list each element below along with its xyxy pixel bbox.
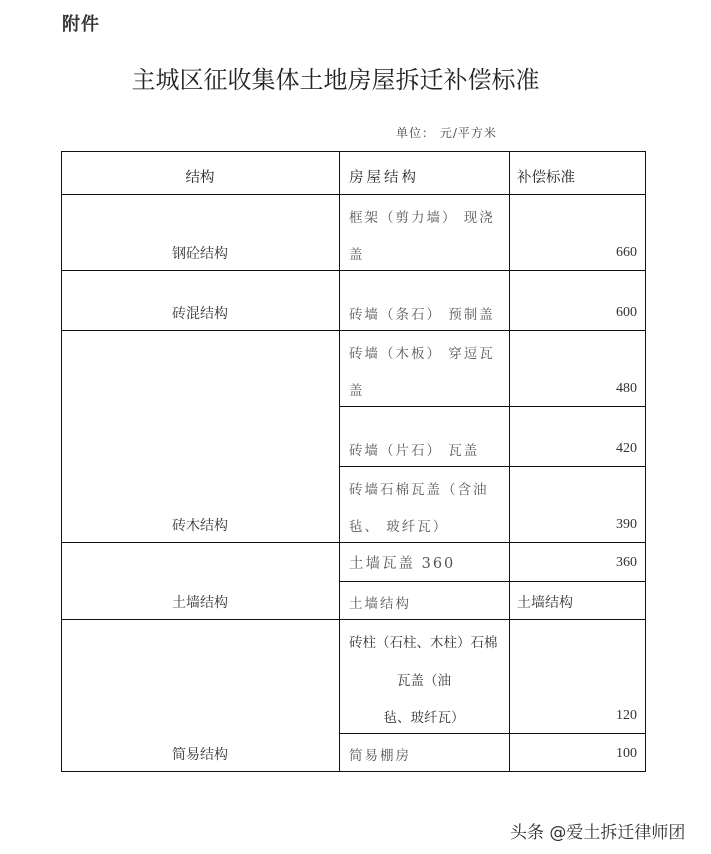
standard-value-cell: 480 (616, 381, 637, 396)
standard-value-cell: 土墙结构 (517, 595, 573, 611)
structure-cell: 简易结构 (172, 747, 228, 763)
structure-cell: 土墙结构 (172, 595, 228, 611)
table-border (61, 542, 646, 543)
table-border (645, 151, 646, 772)
table-border (61, 151, 646, 152)
table-border (61, 771, 646, 772)
standard-value-cell: 420 (616, 441, 637, 456)
standard-value-cell: 120 (616, 708, 637, 723)
unit-label: 单位： 元/平方米 (396, 126, 497, 140)
column-header-standard: 补偿标准 (517, 170, 575, 186)
house-structure-cell: 砖柱（石柱、木柱）石棉 (349, 635, 498, 651)
table-border (339, 406, 646, 407)
table-border (339, 581, 646, 582)
table-border (61, 270, 646, 271)
attachment-label: 附件 (62, 14, 100, 35)
watermark: 头条 @爱土拆迁律师团 (510, 823, 686, 843)
house-structure-cell: 毡、 玻纤瓦） (349, 519, 449, 535)
standard-value-cell: 360 (616, 555, 637, 570)
document-title (0, 60, 711, 95)
house-structure-cell: 简易棚房 (349, 748, 411, 764)
structure-cell: 砖混结构 (172, 306, 228, 322)
house-structure-cell: 盖 (349, 247, 365, 263)
standard-value-cell: 660 (616, 245, 637, 260)
house-structure-cell: 毡、玻纤瓦） (383, 710, 465, 726)
column-header-structure: 结构 (185, 170, 215, 186)
house-structure-cell: 框架（剪力墙） 现浇 (349, 210, 495, 226)
table-border (339, 733, 646, 734)
compensation-table (61, 151, 645, 771)
table-border (61, 194, 646, 195)
standard-value-cell: 600 (616, 305, 637, 320)
column-header-house-structure: 房屋结构 (349, 170, 419, 186)
structure-cell: 砖木结构 (172, 518, 228, 534)
house-structure-cell: 瓦盖（油 (397, 673, 451, 689)
standard-value-cell: 100 (616, 746, 637, 761)
table-border (339, 466, 646, 467)
house-structure-cell: 土墙结构 (349, 596, 411, 612)
house-structure-cell: 砖墙（片石） 瓦盖 (349, 443, 480, 459)
house-structure-cell: 砖墙（条石） 预制盖 (349, 307, 495, 323)
document-title-text: 主城区征收集体土地房屋拆迁补偿标准 (131, 66, 540, 94)
house-structure-cell: 土墙瓦盖 360 (349, 556, 456, 572)
house-structure-cell: 砖墙石棉瓦盖（含油 (349, 482, 489, 498)
standard-value-cell: 390 (616, 517, 637, 532)
table-border (61, 619, 646, 620)
house-structure-cell: 砖墙（木板） 穿逗瓦 (349, 346, 495, 362)
house-structure-cell: 盖 (349, 383, 365, 399)
structure-cell: 钢砼结构 (172, 246, 228, 262)
table-border (61, 330, 646, 331)
